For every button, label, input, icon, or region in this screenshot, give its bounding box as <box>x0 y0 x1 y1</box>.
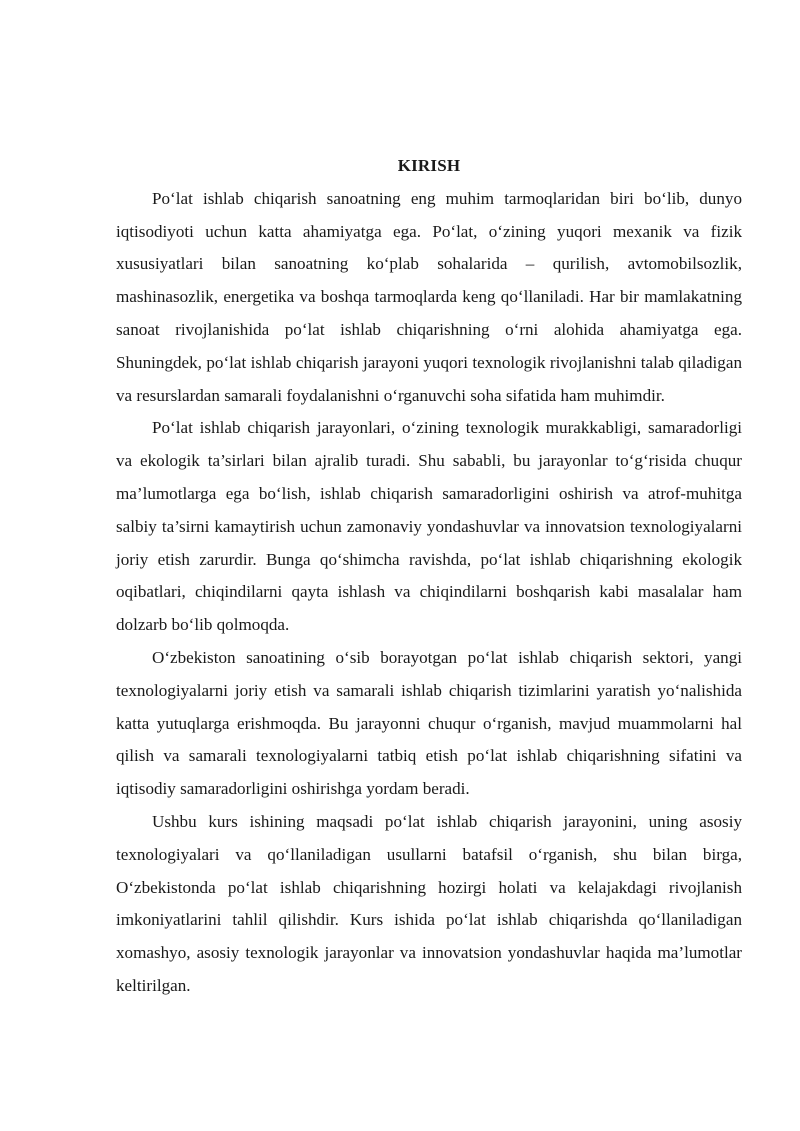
paragraph: O‘zbekiston sanoatining o‘sib borayotgan po‘lat ishlab chiqarish sektori, yangi texnologiyalarni joriy etish va samarali ishlab chiqarish tizimlarini yaratish yo‘nalishida katta yutuqlarga erishmoqda. Bu jarayonni chuqur o‘rganish, mavjud muammolarni hal qilish va samarali texnologiyalarni tatbiq etish po‘lat ishlab chiqarishning sifatini va iqtisodiy samaradorligini oshirishga yordam beradi. <box>116 647 742 799</box>
page-title: KIRISH <box>397 156 461 175</box>
paragraph: Ushbu kurs ishining maqsadi po‘lat ishlab chiqarish jarayonini, uning asosiy texnologiyalari va qo‘llaniladigan usullarni batafsil o‘rganish, shu bilan birga, O‘zbekistonda po‘lat ishlab chiqarishning hozirgi holati va kelajakdagi rivojlanish imkoniyatlarini tahlil qilishdir. Kurs ishida po‘lat ishlab chiqarishda qo‘llaniladigan xomashyo, asosiy texnologik jarayonlar va innovatsion yondashuvlar haqida ma’lumotlar keltirilgan. <box>116 811 742 995</box>
document-body <box>116 150 742 1003</box>
paragraph: Po‘lat ishlab chiqarish jarayonlari, o‘zining texnologik murakkabligi, samaradorligi va ekologik ta’sirlari bilan ajralib turadi. Shu sababli, bu jarayonlar to‘g‘risida chuqur ma’lumotlarga ega bo‘lish, ishlab chiqarish samaradorligini oshirish va atrof-muhitga salbiy ta’sirni kamaytirish uchun zamonaviy yondashuvlar va innovatsion texnologiyalarni joriy etish zarurdir. Bunga qo‘shimcha ravishda, po‘lat ishlab chiqarishning ekologik oqibatlari, chiqindilarni qayta ishlash va chiqindilarni boshqarish kabi masalalar ham dolzarb bo‘lib qolmoqda. <box>116 418 742 635</box>
paragraph: Po‘lat ishlab chiqarish sanoatning eng muhim tarmoqlaridan biri bo‘lib, dunyo iqtisodiyoti uchun katta ahamiyatga ega. Po‘lat, o‘zining yuqori mexanik va fizik xususiyatlari bilan sanoatning ko‘plab sohalarida – qurilish, avtomobilsozlik, mashinasozlik, energetika va boshqa tarmoqlarda keng qo‘llaniladi. Har bir mamlakatning sanoat rivojlanishida po‘lat ishlab chiqarishning o‘rni alohida ahamiyatga ega. Shuningdek, po‘lat ishlab chiqarish jarayoni yuqori texnologik rivojlanishni talab qiladigan va resurslardan samarali foydalanishni o‘rganuvchi soha sifatida ham muhimdir. <box>116 188 742 405</box>
